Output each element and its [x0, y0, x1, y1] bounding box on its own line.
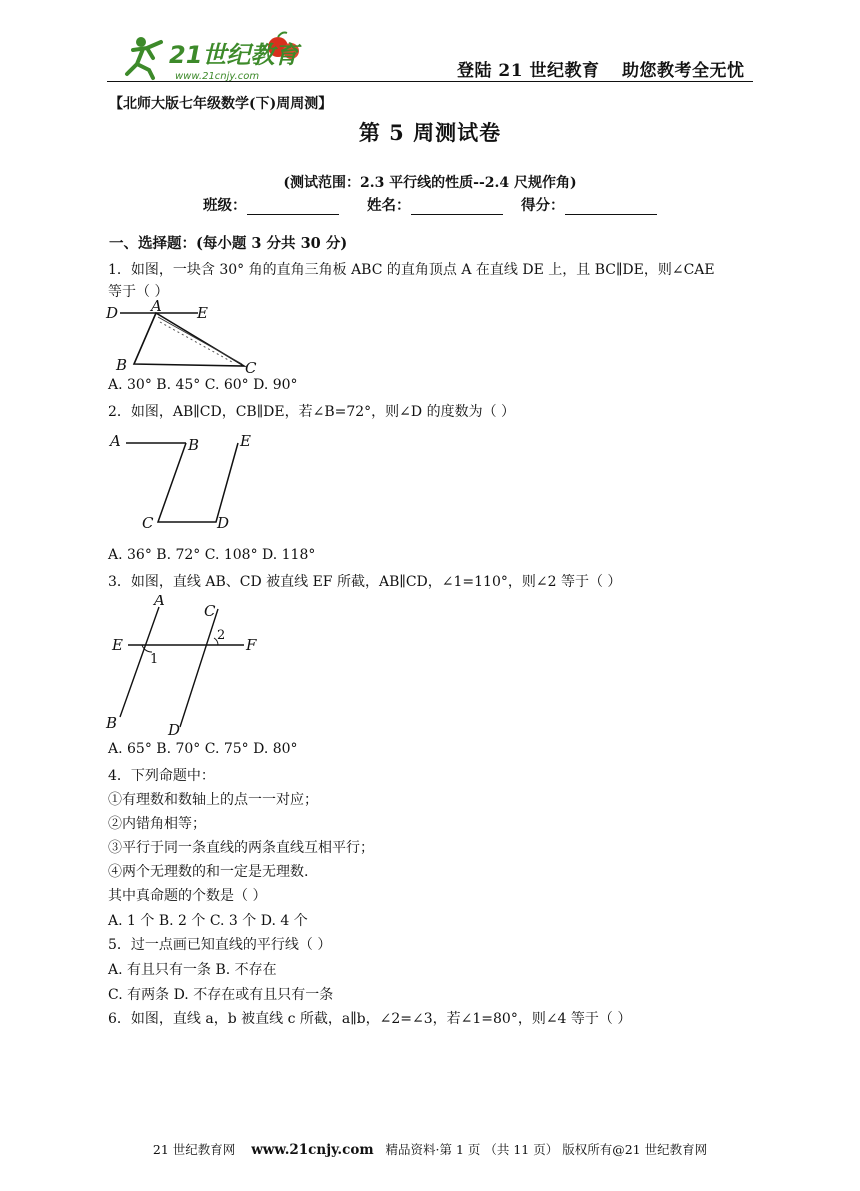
footer-site: 21 世纪教育网	[152, 1142, 236, 1157]
name-field	[367, 194, 503, 215]
page-footer	[0, 1140, 860, 1158]
score-blank[interactable]	[565, 200, 657, 215]
header-slogan-left: 登陆 21 世纪教育	[457, 61, 600, 81]
footer-url[interactable]: www.21cnjy.com	[251, 1142, 374, 1158]
q1-figure	[104, 300, 264, 378]
header-divider	[107, 81, 753, 82]
q5-options-row2: C. 有两条 D. 不存在或有且只有一条	[108, 987, 334, 1003]
label-2: 2	[217, 628, 226, 643]
q4-item-2: ②内错角相等；	[108, 816, 206, 832]
logo-text: 21世纪教育	[169, 41, 299, 69]
label-c: C	[142, 514, 154, 532]
q2-stem: 2．如图，AB∥CD，CB∥DE，若∠B=72°，则∠D 的度数为（ ）	[108, 404, 516, 420]
label-f: F	[246, 636, 257, 654]
name-blank[interactable]	[411, 200, 503, 215]
class-blank[interactable]	[247, 200, 339, 215]
q2-options: A. 36° B. 72° C. 108° D. 118°	[108, 547, 316, 563]
q2-figure	[104, 428, 264, 536]
series-label: 【北师大版七年级数学(下)周周测】	[109, 96, 333, 112]
label-e: E	[240, 432, 251, 450]
name-label: 姓名：	[367, 197, 411, 214]
q3-figure	[104, 595, 264, 737]
label-c: C	[245, 359, 257, 377]
class-label: 班级：	[203, 197, 247, 214]
label-e: E	[112, 636, 123, 654]
q5-options-row1: A. 有且只有一条 B. 不存在	[108, 962, 277, 978]
q3-options: A. 65° B. 70° C. 75° D. 80°	[108, 741, 298, 757]
q4-question: 其中真命题的个数是（ ）	[108, 888, 267, 904]
q4-item-1: ①有理数和数轴上的点一一对应；	[108, 792, 318, 808]
section-heading: 一、选择题：(每小题 3 分共 30 分)	[109, 235, 348, 252]
label-b: B	[188, 436, 200, 454]
label-1: 1	[150, 652, 159, 667]
q1-options: A. 30° B. 45° C. 60° D. 90°	[108, 377, 298, 393]
site-logo	[113, 30, 303, 84]
q4-options: A. 1 个 B. 2 个 C. 3 个 D. 4 个	[108, 913, 308, 929]
q1-stem-line2: 等于（ ）	[108, 284, 169, 300]
q3-stem: 3．如图，直线 AB、CD 被直线 EF 所截，AB∥CD，∠1=110°，则∠2 等于（ ）	[108, 574, 622, 590]
q4-stem: 4．下列命题中：	[108, 768, 215, 784]
label-c: C	[204, 602, 216, 620]
q4-item-4: ④两个无理数的和一定是无理数.	[108, 864, 309, 880]
label-a: A	[110, 432, 121, 450]
logo-url: www.21cnjy.com	[175, 71, 260, 82]
label-d: D	[168, 721, 181, 737]
header-slogan-right: 助您教考全无忧	[622, 61, 745, 81]
score-label: 得分：	[521, 197, 565, 214]
score-field	[521, 194, 657, 215]
test-scope: (测试范围：2.3 平行线的性质--2.4 尺规作角)	[283, 175, 577, 191]
q4-item-3: ③平行于同一条直线的两条直线互相平行；	[108, 840, 374, 856]
q6-stem: 6．如图，直线 a，b 被直线 c 所截，a∥b，∠2=∠3，若∠1=80°，则∠4 等于（ ）	[108, 1011, 632, 1027]
label-a: A	[151, 300, 162, 315]
q1-stem-line1: 1．如图，一块含 30° 角的直角三角板 ABC 的直角顶点 A 在直线 DE 上，且 BC∥DE，则∠CAE	[108, 262, 715, 278]
label-a: A	[154, 595, 165, 609]
page-title: 第 5 周测试卷	[358, 120, 502, 145]
label-b: B	[116, 356, 128, 374]
label-b: B	[106, 714, 118, 732]
label-d: D	[217, 514, 230, 532]
class-field	[203, 194, 339, 215]
q5-stem: 5．过一点画已知直线的平行线（ ）	[108, 937, 332, 953]
footer-page-info: 精品资料·第 1 页 （共 11 页） 版权所有@21 世纪教育网	[385, 1142, 708, 1157]
label-d: D	[106, 304, 119, 322]
label-e: E	[197, 304, 208, 322]
